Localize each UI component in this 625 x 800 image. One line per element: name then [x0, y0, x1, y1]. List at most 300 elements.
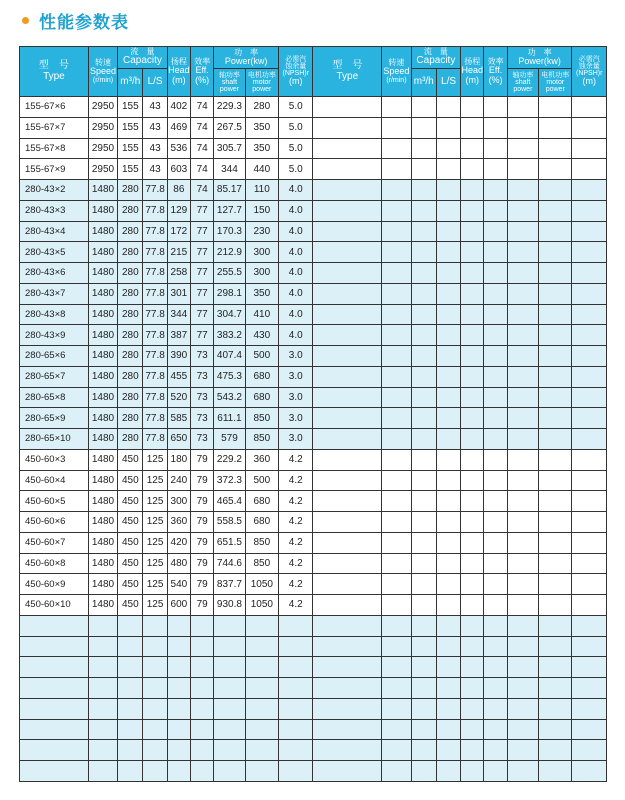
motor-power-cell	[539, 595, 572, 616]
motor-power-cell: 680	[245, 491, 278, 512]
speed-cell	[88, 698, 117, 719]
capacity-m3h-cell	[411, 615, 436, 636]
eff-cell	[484, 657, 507, 678]
col-shaft-power: 轴功率 shaft power	[507, 69, 538, 97]
table-row	[20, 595, 607, 616]
npsh-cell	[572, 761, 607, 782]
type-cell	[313, 761, 382, 782]
eff-cell	[484, 200, 507, 221]
speed-cell: 1480	[88, 325, 117, 346]
head-cell: 600	[167, 595, 190, 616]
npsh-cell	[572, 636, 607, 657]
motor-power-cell	[539, 221, 572, 242]
type-cell	[20, 636, 89, 657]
eff-cell	[484, 636, 507, 657]
type-cell: 280-43×5	[20, 242, 89, 263]
capacity-m3h-cell	[411, 512, 436, 533]
capacity-ls-cell: 77.8	[143, 387, 167, 408]
speed-cell	[382, 97, 411, 118]
capacity-ls-cell: 77.8	[143, 408, 167, 429]
npsh-cell: 5.0	[279, 117, 313, 138]
eff-cell	[484, 387, 507, 408]
capacity-ls-cell	[436, 449, 460, 470]
speed-cell	[382, 408, 411, 429]
shaft-power-cell	[507, 200, 538, 221]
col-shaft-power: 轴功率 shaft power	[214, 69, 245, 97]
head-cell	[461, 180, 484, 201]
type-cell: 280-43×9	[20, 325, 89, 346]
head-cell	[461, 408, 484, 429]
npsh-cell: 4.0	[279, 180, 313, 201]
eff-cell: 79	[191, 553, 214, 574]
table-row	[20, 180, 607, 201]
motor-power-cell: 360	[245, 449, 278, 470]
npsh-cell	[572, 512, 607, 533]
speed-cell: 1480	[88, 346, 117, 367]
shaft-power-cell	[507, 512, 538, 533]
speed-cell	[382, 366, 411, 387]
shaft-power-cell: 475.3	[214, 366, 245, 387]
speed-cell: 1480	[88, 408, 117, 429]
type-cell: 280-43×4	[20, 221, 89, 242]
type-cell: 280-43×3	[20, 200, 89, 221]
motor-power-cell: 850	[245, 553, 278, 574]
speed-cell	[382, 574, 411, 595]
capacity-ls-cell	[436, 283, 460, 304]
eff-cell	[484, 221, 507, 242]
eff-cell	[191, 636, 214, 657]
type-cell	[313, 304, 382, 325]
npsh-cell	[572, 304, 607, 325]
table-row	[20, 470, 607, 491]
head-cell	[461, 346, 484, 367]
motor-power-cell: 1050	[245, 574, 278, 595]
shaft-power-cell	[507, 387, 538, 408]
head-cell	[461, 553, 484, 574]
type-cell: 155-67×7	[20, 117, 89, 138]
capacity-m3h-cell: 280	[118, 304, 143, 325]
head-cell: 180	[167, 449, 190, 470]
npsh-cell	[572, 719, 607, 740]
capacity-ls-cell	[436, 242, 460, 263]
head-cell	[461, 159, 484, 180]
speed-cell	[382, 678, 411, 699]
type-cell	[20, 678, 89, 699]
npsh-cell	[572, 200, 607, 221]
capacity-m3h-cell	[411, 138, 436, 159]
type-cell	[313, 200, 382, 221]
npsh-cell: 3.0	[279, 408, 313, 429]
npsh-cell	[279, 657, 313, 678]
capacity-m3h-cell	[411, 532, 436, 553]
motor-power-cell: 280	[245, 97, 278, 118]
capacity-ls-cell	[143, 719, 167, 740]
eff-cell	[484, 159, 507, 180]
shaft-power-cell	[214, 740, 245, 761]
capacity-ls-cell	[143, 698, 167, 719]
speed-cell	[382, 512, 411, 533]
head-cell	[461, 387, 484, 408]
head-cell	[461, 304, 484, 325]
eff-cell	[191, 678, 214, 699]
capacity-m3h-cell	[118, 678, 143, 699]
shaft-power-cell: 229.3	[214, 97, 245, 118]
capacity-m3h-cell: 155	[118, 97, 143, 118]
type-cell	[313, 387, 382, 408]
shaft-power-cell	[507, 180, 538, 201]
speed-cell	[382, 283, 411, 304]
eff-cell: 77	[191, 200, 214, 221]
speed-cell	[382, 387, 411, 408]
head-cell	[461, 636, 484, 657]
head-cell: 258	[167, 263, 190, 284]
col-capacity: 流 量 Capacity	[411, 47, 461, 69]
head-cell: 540	[167, 574, 190, 595]
npsh-cell: 4.2	[279, 512, 313, 533]
shaft-power-cell	[507, 657, 538, 678]
motor-power-cell: 850	[245, 429, 278, 450]
type-cell	[313, 470, 382, 491]
head-cell: 360	[167, 512, 190, 533]
npsh-cell: 3.0	[279, 429, 313, 450]
shaft-power-cell: 930.8	[214, 595, 245, 616]
type-cell	[313, 512, 382, 533]
eff-cell: 79	[191, 449, 214, 470]
capacity-m3h-cell: 280	[118, 283, 143, 304]
shaft-power-cell	[507, 97, 538, 118]
table-row	[20, 304, 607, 325]
capacity-m3h-cell	[411, 159, 436, 180]
table-row	[20, 615, 607, 636]
col-cap-m3h: m³/h	[118, 69, 143, 97]
shaft-power-cell	[507, 532, 538, 553]
motor-power-cell	[539, 429, 572, 450]
head-cell: 420	[167, 532, 190, 553]
motor-power-cell	[539, 138, 572, 159]
npsh-cell	[572, 698, 607, 719]
speed-cell: 1480	[88, 574, 117, 595]
eff-cell	[484, 304, 507, 325]
type-cell	[313, 615, 382, 636]
capacity-ls-cell: 43	[143, 117, 167, 138]
eff-cell: 73	[191, 387, 214, 408]
motor-power-cell	[245, 719, 278, 740]
head-cell	[461, 698, 484, 719]
eff-cell	[484, 180, 507, 201]
table-row	[20, 221, 607, 242]
head-cell: 387	[167, 325, 190, 346]
shaft-power-cell	[507, 678, 538, 699]
type-cell	[313, 532, 382, 553]
capacity-ls-cell: 125	[143, 512, 167, 533]
head-cell	[461, 470, 484, 491]
table-row	[20, 283, 607, 304]
shaft-power-cell	[507, 429, 538, 450]
head-cell	[167, 678, 190, 699]
head-cell	[461, 117, 484, 138]
capacity-ls-cell	[436, 595, 460, 616]
capacity-ls-cell	[436, 636, 460, 657]
type-cell: 280-65×8	[20, 387, 89, 408]
capacity-ls-cell: 125	[143, 553, 167, 574]
capacity-ls-cell	[436, 512, 460, 533]
speed-cell	[382, 200, 411, 221]
capacity-ls-cell: 77.8	[143, 200, 167, 221]
head-cell	[461, 429, 484, 450]
type-cell: 450-60×5	[20, 491, 89, 512]
type-cell	[313, 221, 382, 242]
shaft-power-cell	[507, 325, 538, 346]
eff-cell	[484, 242, 507, 263]
motor-power-cell	[539, 678, 572, 699]
shaft-power-cell	[507, 159, 538, 180]
head-cell	[167, 740, 190, 761]
speed-cell: 2950	[88, 117, 117, 138]
eff-cell: 79	[191, 574, 214, 595]
motor-power-cell: 680	[245, 366, 278, 387]
head-cell: 650	[167, 429, 190, 450]
col-npsh: 必需汽 蚀余量 (NPSH)r (m)	[572, 47, 607, 97]
capacity-ls-cell	[143, 636, 167, 657]
speed-cell	[382, 429, 411, 450]
head-cell	[461, 615, 484, 636]
motor-power-cell	[539, 553, 572, 574]
motor-power-cell	[539, 574, 572, 595]
capacity-m3h-cell	[411, 221, 436, 242]
speed-cell	[382, 449, 411, 470]
npsh-cell	[572, 387, 607, 408]
motor-power-cell: 850	[245, 408, 278, 429]
npsh-cell	[572, 117, 607, 138]
motor-power-cell	[539, 346, 572, 367]
speed-cell: 1480	[88, 200, 117, 221]
head-cell: 402	[167, 97, 190, 118]
col-power: 功 率 Power(kw)	[214, 47, 279, 69]
speed-cell: 1480	[88, 532, 117, 553]
motor-power-cell: 350	[245, 138, 278, 159]
capacity-m3h-cell	[118, 740, 143, 761]
capacity-ls-cell: 77.8	[143, 180, 167, 201]
capacity-ls-cell: 125	[143, 491, 167, 512]
npsh-cell: 3.0	[279, 346, 313, 367]
table-row	[20, 512, 607, 533]
motor-power-cell	[539, 657, 572, 678]
npsh-cell	[279, 678, 313, 699]
head-cell	[167, 615, 190, 636]
npsh-cell	[572, 283, 607, 304]
npsh-cell: 4.2	[279, 553, 313, 574]
capacity-m3h-cell: 155	[118, 117, 143, 138]
eff-cell	[191, 698, 214, 719]
shaft-power-cell	[507, 615, 538, 636]
table-row	[20, 408, 607, 429]
shaft-power-cell	[507, 283, 538, 304]
capacity-m3h-cell	[411, 346, 436, 367]
table-row	[20, 761, 607, 782]
npsh-cell	[572, 553, 607, 574]
capacity-m3h-cell	[411, 636, 436, 657]
type-cell	[313, 657, 382, 678]
capacity-m3h-cell	[411, 740, 436, 761]
table-row	[20, 740, 607, 761]
eff-cell: 77	[191, 304, 214, 325]
capacity-m3h-cell	[411, 698, 436, 719]
npsh-cell	[279, 719, 313, 740]
capacity-m3h-cell	[411, 304, 436, 325]
head-cell	[461, 719, 484, 740]
speed-cell: 1480	[88, 221, 117, 242]
eff-cell	[484, 366, 507, 387]
motor-power-cell: 680	[245, 512, 278, 533]
motor-power-cell	[245, 740, 278, 761]
motor-power-cell	[539, 615, 572, 636]
eff-cell	[484, 346, 507, 367]
bullet-icon	[22, 17, 29, 24]
capacity-m3h-cell: 280	[118, 263, 143, 284]
head-cell	[461, 740, 484, 761]
npsh-cell	[572, 263, 607, 284]
motor-power-cell: 350	[245, 117, 278, 138]
table-row	[20, 159, 607, 180]
eff-cell	[484, 678, 507, 699]
speed-cell	[382, 657, 411, 678]
npsh-cell: 4.0	[279, 263, 313, 284]
type-cell	[313, 491, 382, 512]
capacity-ls-cell	[436, 719, 460, 740]
speed-cell	[382, 532, 411, 553]
eff-cell	[484, 719, 507, 740]
col-head: 扬程 Head (m)	[461, 47, 484, 97]
head-cell	[461, 491, 484, 512]
capacity-m3h-cell	[411, 657, 436, 678]
shaft-power-cell	[214, 615, 245, 636]
motor-power-cell	[245, 636, 278, 657]
type-cell: 450-60×8	[20, 553, 89, 574]
speed-cell	[382, 159, 411, 180]
type-cell: 280-65×9	[20, 408, 89, 429]
capacity-m3h-cell	[411, 263, 436, 284]
capacity-ls-cell: 77.8	[143, 283, 167, 304]
eff-cell	[484, 408, 507, 429]
shaft-power-cell	[507, 346, 538, 367]
motor-power-cell: 680	[245, 387, 278, 408]
eff-cell: 74	[191, 180, 214, 201]
shaft-power-cell: 611.1	[214, 408, 245, 429]
speed-cell	[88, 740, 117, 761]
capacity-m3h-cell: 450	[118, 491, 143, 512]
table-row	[20, 117, 607, 138]
motor-power-cell: 500	[245, 346, 278, 367]
npsh-cell: 4.2	[279, 532, 313, 553]
shaft-power-cell: 837.7	[214, 574, 245, 595]
shaft-power-cell	[507, 553, 538, 574]
speed-cell	[88, 761, 117, 782]
npsh-cell	[572, 429, 607, 450]
head-cell: 129	[167, 200, 190, 221]
head-cell	[461, 97, 484, 118]
eff-cell: 79	[191, 470, 214, 491]
head-cell: 603	[167, 159, 190, 180]
speed-cell	[382, 553, 411, 574]
head-cell	[167, 719, 190, 740]
capacity-m3h-cell	[118, 657, 143, 678]
shaft-power-cell: 579	[214, 429, 245, 450]
type-cell: 280-43×2	[20, 180, 89, 201]
capacity-m3h-cell	[411, 678, 436, 699]
capacity-ls-cell: 77.8	[143, 263, 167, 284]
eff-cell: 73	[191, 408, 214, 429]
motor-power-cell	[539, 180, 572, 201]
shaft-power-cell	[507, 740, 538, 761]
npsh-cell	[572, 221, 607, 242]
eff-cell	[191, 761, 214, 782]
head-cell: 390	[167, 346, 190, 367]
head-cell	[461, 138, 484, 159]
capacity-m3h-cell: 280	[118, 429, 143, 450]
capacity-m3h-cell: 450	[118, 470, 143, 491]
speed-cell	[382, 263, 411, 284]
shaft-power-cell: 298.1	[214, 283, 245, 304]
capacity-ls-cell	[436, 366, 460, 387]
col-type: 型 号 Type	[20, 47, 89, 97]
shaft-power-cell	[507, 491, 538, 512]
type-cell	[313, 159, 382, 180]
type-cell	[313, 346, 382, 367]
eff-cell: 77	[191, 283, 214, 304]
type-cell	[313, 263, 382, 284]
eff-cell: 77	[191, 263, 214, 284]
npsh-cell: 4.0	[279, 200, 313, 221]
type-cell: 450-60×10	[20, 595, 89, 616]
speed-cell: 1480	[88, 595, 117, 616]
head-cell: 301	[167, 283, 190, 304]
table-row	[20, 366, 607, 387]
capacity-m3h-cell: 450	[118, 449, 143, 470]
capacity-ls-cell	[436, 470, 460, 491]
npsh-cell	[572, 470, 607, 491]
head-cell	[461, 242, 484, 263]
npsh-cell: 3.0	[279, 387, 313, 408]
eff-cell: 77	[191, 325, 214, 346]
capacity-m3h-cell	[411, 429, 436, 450]
motor-power-cell	[539, 408, 572, 429]
shaft-power-cell	[214, 761, 245, 782]
eff-cell: 79	[191, 595, 214, 616]
head-cell	[461, 657, 484, 678]
capacity-ls-cell	[436, 408, 460, 429]
capacity-ls-cell	[436, 325, 460, 346]
capacity-m3h-cell	[118, 636, 143, 657]
speed-cell	[382, 346, 411, 367]
motor-power-cell: 500	[245, 470, 278, 491]
eff-cell: 73	[191, 346, 214, 367]
shaft-power-cell: 407.4	[214, 346, 245, 367]
npsh-cell	[572, 574, 607, 595]
head-cell	[167, 657, 190, 678]
npsh-cell: 4.2	[279, 449, 313, 470]
shaft-power-cell	[507, 304, 538, 325]
eff-cell	[191, 740, 214, 761]
capacity-ls-cell	[436, 740, 460, 761]
speed-cell	[88, 719, 117, 740]
capacity-ls-cell: 125	[143, 574, 167, 595]
npsh-cell	[572, 740, 607, 761]
eff-cell: 77	[191, 242, 214, 263]
type-cell	[20, 719, 89, 740]
speed-cell	[382, 242, 411, 263]
shaft-power-cell	[507, 470, 538, 491]
capacity-ls-cell	[436, 615, 460, 636]
